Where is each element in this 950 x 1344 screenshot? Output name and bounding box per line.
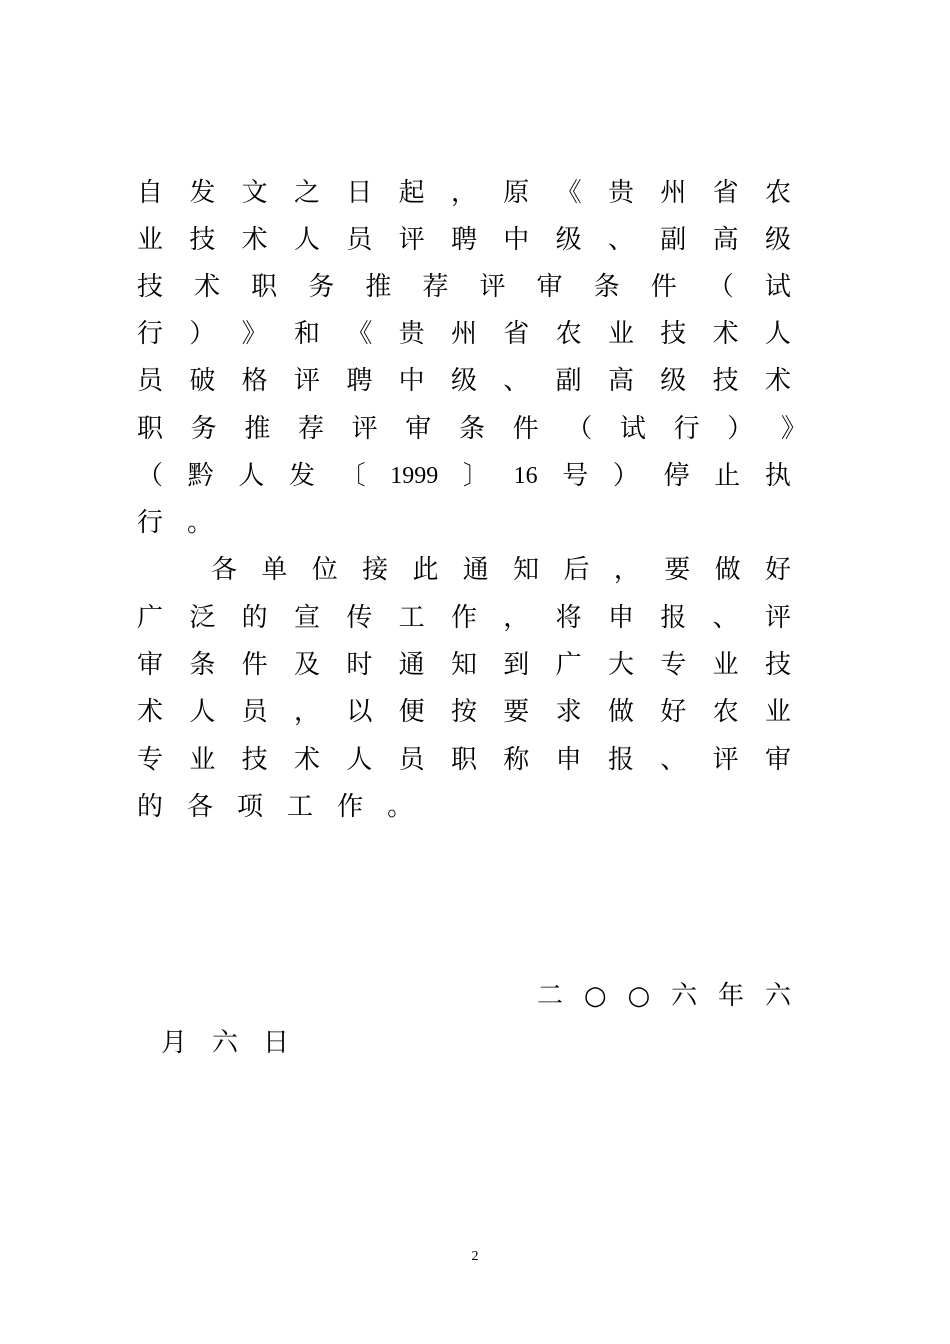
text-glyph: 。 (187, 508, 214, 538)
text-glyph: （ (707, 272, 734, 302)
text-glyph: 格 (241, 366, 268, 396)
text-glyph: 、 (712, 603, 739, 633)
text-glyph: 件 (650, 272, 677, 302)
text-glyph: 止 (714, 461, 741, 491)
text-glyph: 聘 (450, 225, 477, 255)
text-glyph: 后 (563, 555, 590, 585)
text-glyph: 荐 (422, 272, 449, 302)
text-glyph: ， (450, 178, 477, 208)
body-line (137, 456, 791, 496)
text-glyph: 人 (293, 225, 320, 255)
text-glyph: 停 (663, 461, 690, 491)
page-number: 2 (471, 1249, 479, 1264)
text-glyph: 职 (251, 272, 278, 302)
text-glyph: 号 (562, 461, 589, 491)
text-glyph: 好 (764, 555, 791, 585)
text-glyph: ○ (583, 981, 607, 1011)
text-glyph: 件 (512, 414, 539, 444)
text-glyph: ） (612, 461, 639, 491)
text-glyph: 副 (555, 366, 582, 396)
text-glyph: 起 (398, 178, 425, 208)
text-glyph: 通 (398, 650, 425, 680)
text-glyph: 评 (398, 225, 425, 255)
text-glyph: 六 (671, 981, 698, 1011)
date-line-1 (537, 976, 791, 1016)
body-line (137, 314, 791, 354)
text-glyph: 按 (450, 697, 477, 727)
text-glyph: 》 (780, 414, 807, 444)
text-glyph: 《 (346, 319, 373, 349)
text-glyph: 贵 (398, 319, 425, 349)
text-glyph: 作 (337, 792, 364, 822)
body-line (211, 550, 791, 590)
text-glyph: 工 (398, 603, 425, 633)
text-glyph: 员 (346, 225, 373, 255)
text-glyph: 术 (712, 319, 739, 349)
body-line (137, 409, 807, 449)
date-line-2 (161, 1023, 289, 1063)
text-glyph: 、 (503, 366, 530, 396)
text-glyph: 文 (241, 178, 268, 208)
text-glyph: 行 (673, 414, 700, 444)
body-line (137, 220, 791, 260)
text-glyph: 好 (660, 697, 687, 727)
text-glyph: 时 (346, 650, 373, 680)
text-glyph: 黔 (187, 461, 214, 491)
text-glyph: 人 (346, 745, 373, 775)
text-glyph: 〔 (339, 461, 366, 491)
text-glyph: 人 (764, 319, 791, 349)
text-glyph: 省 (503, 319, 530, 349)
text-glyph: 要 (503, 697, 530, 727)
text-glyph: 、 (607, 225, 634, 255)
text-glyph: 技 (764, 650, 791, 680)
text-glyph: 做 (607, 697, 634, 727)
text-glyph: 评 (764, 603, 791, 633)
text-glyph: 行 (137, 319, 164, 349)
text-glyph: 术 (137, 697, 164, 727)
text-glyph: 审 (764, 745, 791, 775)
text-glyph: 二 (537, 981, 564, 1011)
text-glyph: 专 (660, 650, 687, 680)
text-glyph: 评 (479, 272, 506, 302)
text-glyph: 求 (555, 697, 582, 727)
text-glyph: 条 (189, 650, 216, 680)
body-line (137, 598, 791, 638)
text-glyph: 贵 (607, 178, 634, 208)
text-glyph: 作 (450, 603, 477, 633)
text-glyph: ， (503, 603, 530, 633)
text-glyph: 日 (346, 178, 373, 208)
text-glyph: 》 (241, 319, 268, 349)
text-glyph: 做 (714, 555, 741, 585)
text-glyph: 推 (244, 414, 271, 444)
text-glyph: 日 (262, 1028, 289, 1058)
text-glyph: 要 (664, 555, 691, 585)
text-glyph: 申 (555, 745, 582, 775)
text-glyph: 宣 (293, 603, 320, 633)
text-glyph: 州 (660, 178, 687, 208)
text-glyph: ○ (627, 981, 651, 1011)
text-glyph: 专 (137, 745, 164, 775)
text-glyph: 〕 (462, 461, 489, 491)
text-glyph: 荐 (297, 414, 324, 444)
text-glyph: 审 (405, 414, 432, 444)
text-glyph: 到 (503, 650, 530, 680)
text-glyph: 年 (718, 981, 745, 1011)
text-glyph: 的 (241, 603, 268, 633)
text-glyph: 破 (189, 366, 216, 396)
text-glyph: 行 (137, 508, 164, 538)
body-line (137, 267, 791, 307)
text-glyph: 级 (450, 366, 477, 396)
text-glyph: 项 (237, 792, 264, 822)
text-glyph: 技 (712, 366, 739, 396)
text-glyph: 人 (189, 697, 216, 727)
text-glyph: 报 (660, 603, 687, 633)
text-glyph: 传 (346, 603, 373, 633)
text-glyph: 执 (764, 461, 791, 491)
text-glyph: 评 (712, 745, 739, 775)
text-glyph: 泛 (189, 603, 216, 633)
text-glyph: 术 (194, 272, 221, 302)
text-glyph: （ (566, 414, 593, 444)
text-glyph: 务 (190, 414, 217, 444)
body-line (137, 361, 791, 401)
text-glyph: 级 (660, 366, 687, 396)
text-glyph: 六 (764, 981, 791, 1011)
text-glyph: 通 (462, 555, 489, 585)
text-glyph: 发 (288, 461, 315, 491)
text-glyph: 技 (189, 225, 216, 255)
text-glyph: 及 (293, 650, 320, 680)
text-glyph: 业 (607, 319, 634, 349)
text-glyph: 审 (536, 272, 563, 302)
text-glyph: （ (137, 461, 164, 491)
text-glyph: 农 (555, 319, 582, 349)
text-glyph: 业 (764, 697, 791, 727)
text-glyph: 高 (712, 225, 739, 255)
text-glyph: 和 (293, 319, 320, 349)
text-glyph: ， (613, 555, 640, 585)
text-glyph: 、 (660, 745, 687, 775)
text-glyph: 中 (503, 225, 530, 255)
text-glyph: 广 (137, 603, 164, 633)
text-glyph: 员 (398, 745, 425, 775)
text-glyph: 知 (450, 650, 477, 680)
text-glyph: 的 (137, 792, 164, 822)
text-glyph: 人 (238, 461, 265, 491)
body-line (137, 503, 791, 543)
text-glyph: 此 (412, 555, 439, 585)
text-glyph: 称 (503, 745, 530, 775)
text-glyph: 六 (211, 1028, 238, 1058)
text-glyph: 便 (398, 697, 425, 727)
text-glyph: ） (189, 319, 216, 349)
text-glyph: 评 (351, 414, 378, 444)
text-glyph: 技 (660, 319, 687, 349)
text-glyph: 副 (660, 225, 687, 255)
body-line (137, 740, 791, 780)
text-glyph: 术 (241, 225, 268, 255)
text-glyph: 月 (161, 1028, 188, 1058)
text-glyph: 员 (137, 366, 164, 396)
text-glyph: 职 (137, 414, 164, 444)
text-glyph: 条 (593, 272, 620, 302)
text-glyph: 技 (137, 272, 164, 302)
text-glyph: 报 (607, 745, 634, 775)
text-glyph: 位 (311, 555, 338, 585)
text-glyph: 试 (619, 414, 646, 444)
text-glyph: 高 (607, 366, 634, 396)
text-glyph: 条 (458, 414, 485, 444)
number-text: 1999 (390, 463, 439, 489)
text-glyph: 州 (450, 319, 477, 349)
text-glyph: ） (727, 414, 754, 444)
text-glyph: 接 (362, 555, 389, 585)
text-glyph: 各 (187, 792, 214, 822)
text-glyph: 广 (555, 650, 582, 680)
text-glyph: 将 (555, 603, 582, 633)
text-glyph: 之 (293, 178, 320, 208)
text-glyph: 以 (346, 697, 373, 727)
text-glyph: 《 (555, 178, 582, 208)
text-glyph: 单 (261, 555, 288, 585)
text-glyph: 申 (607, 603, 634, 633)
text-glyph: 术 (764, 366, 791, 396)
text-glyph: 级 (555, 225, 582, 255)
text-glyph: 技 (241, 745, 268, 775)
text-glyph: 知 (513, 555, 540, 585)
text-glyph: 大 (607, 650, 634, 680)
text-glyph: 自 (137, 178, 164, 208)
text-glyph: 员 (241, 697, 268, 727)
text-glyph: 农 (712, 697, 739, 727)
text-glyph: 业 (137, 225, 164, 255)
text-glyph: 省 (712, 178, 739, 208)
body-line (137, 173, 791, 213)
text-glyph: ， (293, 697, 320, 727)
number-text: 16 (513, 463, 538, 489)
text-glyph: 聘 (346, 366, 373, 396)
text-glyph: 试 (764, 272, 791, 302)
body-line (137, 787, 791, 827)
text-glyph: 职 (450, 745, 477, 775)
text-glyph: 农 (764, 178, 791, 208)
text-glyph: 评 (293, 366, 320, 396)
text-glyph: 业 (712, 650, 739, 680)
text-glyph: 原 (503, 178, 530, 208)
body-line (137, 692, 791, 732)
text-glyph: 中 (398, 366, 425, 396)
text-glyph: 推 (365, 272, 392, 302)
text-glyph: 务 (308, 272, 335, 302)
text-glyph: 业 (189, 745, 216, 775)
text-glyph: 。 (387, 792, 414, 822)
text-glyph: 级 (764, 225, 791, 255)
text-glyph: 术 (293, 745, 320, 775)
text-glyph: 工 (287, 792, 314, 822)
text-glyph: 审 (137, 650, 164, 680)
text-glyph: 件 (241, 650, 268, 680)
text-glyph: 发 (189, 178, 216, 208)
text-glyph: 各 (211, 555, 238, 585)
body-line (137, 645, 791, 685)
